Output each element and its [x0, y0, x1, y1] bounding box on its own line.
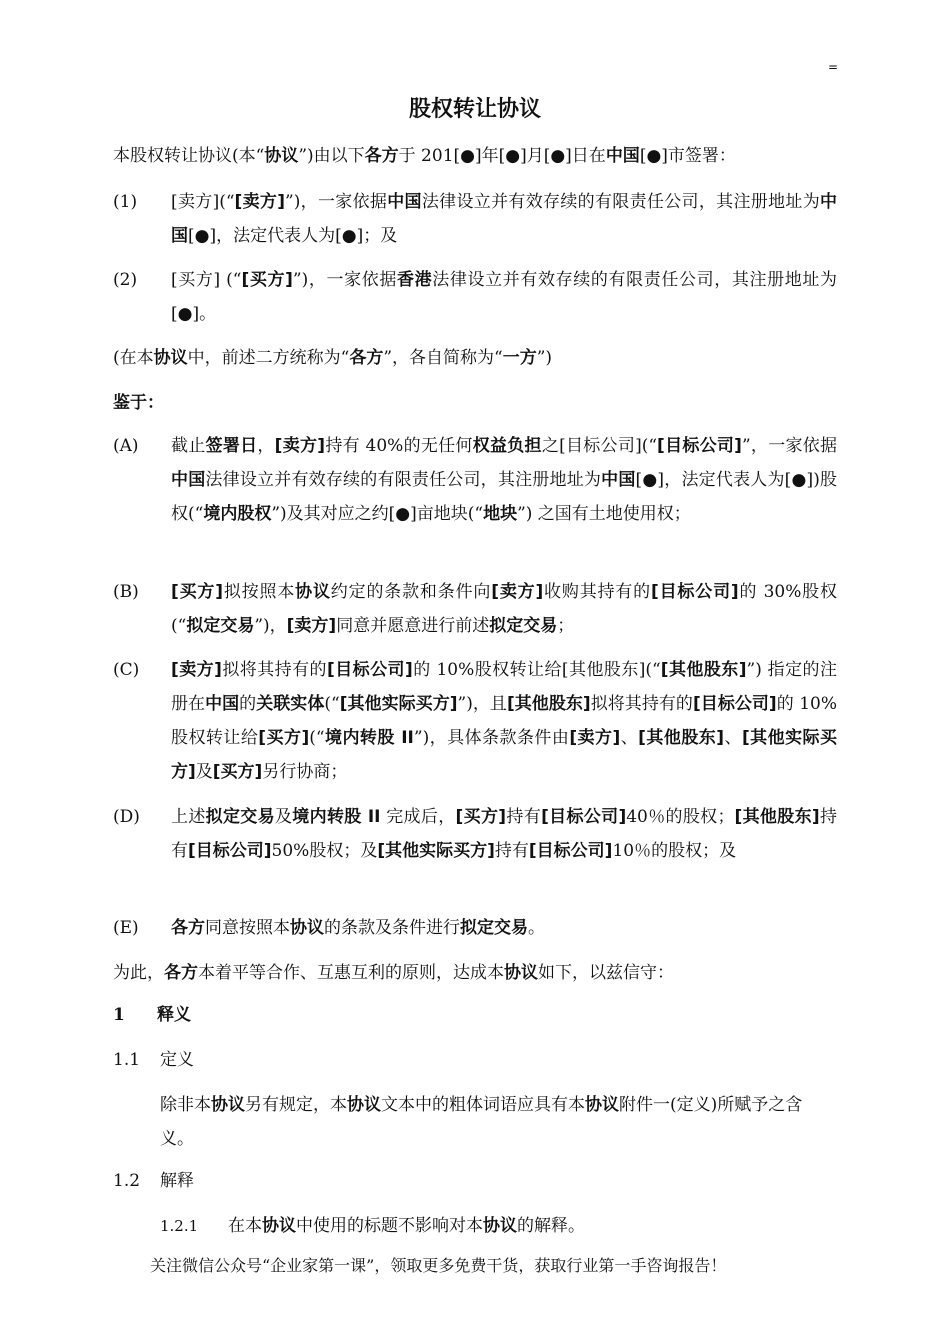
whereas-heading: 鉴于： — [113, 393, 164, 413]
therefore-paragraph: 为此，各方本着平等合作、互惠互利的原则，达成本协议如下，以兹信守： — [113, 963, 674, 983]
section-1-1-number: 1.1 — [113, 1050, 141, 1070]
section-1-2-1-text: 在本协议中使用的标题不影响对本协议的解释。 — [228, 1216, 585, 1236]
recital-b-text: [买方]拟按照本协议约定的条款和条件向[卖方]收购其持有的[目标公司]的 30%股权(“拟定交易”)，[卖方]同意并愿意进行前述拟定交易； — [171, 582, 837, 636]
section-1-number: 1 — [113, 1005, 125, 1025]
section-1-2-number: 1.2 — [113, 1171, 141, 1191]
party-2-label: (2) — [113, 270, 138, 290]
section-1-title: 释义 — [157, 1005, 191, 1025]
section-1-2-1-number: 1.2.1 — [160, 1217, 199, 1235]
recital-b-label: (B) — [113, 582, 139, 602]
page-mark: = — [828, 60, 839, 74]
recital-d-label: (D) — [113, 807, 140, 827]
collective-note: (在本协议中，前述二方统称为“各方”，各自简称为“一方”) — [113, 348, 553, 368]
recital-a-text: 截止签署日，[卖方]持有 40%的无任何权益负担之[目标公司](“[目标公司]”，一家依据中国法律设立并有效存续的有限责任公司，其注册地址为中国[●]，法定代表人为[●])股权(“境内股权”)及其对应之约[●]亩地块(“地块”) 之国有土地使用权； — [171, 436, 838, 524]
footer-promo: 关注微信公众号“企业家第一课”，领取更多免费干货，获取行业第一手咨询报告！ — [150, 1256, 727, 1275]
party-1-label: (1) — [113, 192, 138, 212]
party-2-text: [买方] (“[买方]”)，一家依据香港法律设立并有效存续的有限责任公司，其注册地址为[●]。 — [171, 270, 837, 324]
recital-c-text: [卖方]拟将其持有的[目标公司]的 10%股权转让给[其他股东](“[其他股东]”) 指定的注册在中国的关联实体(“[其他实际买方]”)，且[其他股东]拟将其持有的[目标公司]的 10%股权转让给[买方](“境内转股 II”)，具体条款条件由[卖方]、[其他股东]、[其他实际买方]及[买方]另行协商； — [171, 660, 838, 782]
recital-c-label: (C) — [113, 660, 140, 680]
section-1-1-title: 定义 — [160, 1050, 194, 1070]
recital-e-label: (E) — [113, 918, 139, 938]
recital-a-label: (A) — [113, 436, 139, 456]
recital-d-text: 上述拟定交易及境内转股 II 完成后，[买方]持有[目标公司]40％的股权；[其他股东]持有[目标公司]50%股权；及[其他实际买方]持有[目标公司]10％的股权；及 — [171, 807, 837, 861]
recital-e-text: 各方同意按照本协议的条款及条件进行拟定交易。 — [171, 918, 545, 938]
intro-paragraph: 本股权转让协议(本“协议”)由以下各方于 201[●]年[●]月[●]日在中国[●]市签署： — [113, 146, 736, 166]
party-1-text: [卖方](“[卖方]”)，一家依据中国法律设立并有效存续的有限责任公司，其注册地址为中国[●]，法定代表人为[●]；及 — [171, 192, 838, 246]
document-title: 股权转让协议 — [408, 97, 541, 122]
section-1-2-title: 解释 — [160, 1171, 194, 1191]
definition-paragraph: 除非本协议另有规定，本协议文本中的粗体词语应具有本协议附件一(定义)所赋予之含义。 — [160, 1095, 803, 1149]
